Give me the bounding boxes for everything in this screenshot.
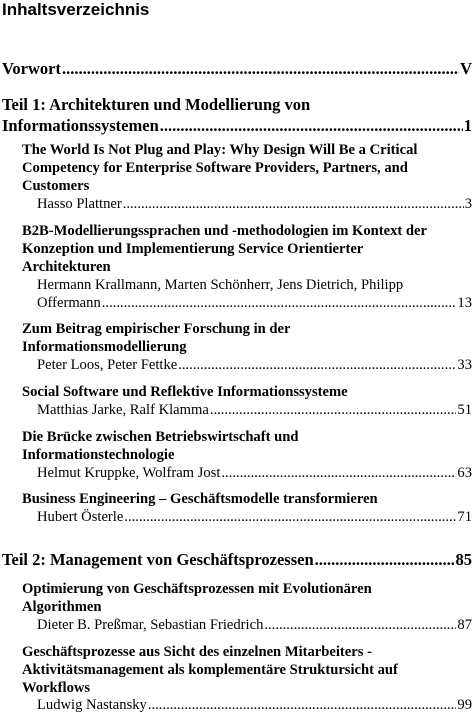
paper-title: Aktivitätsmanagement als komplementäre Struktursicht auf bbox=[22, 662, 398, 678]
page-number: 85 bbox=[455, 550, 472, 569]
toc-entry-paper[interactable] bbox=[37, 356, 472, 374]
page-number: 99 bbox=[457, 697, 472, 713]
dot-leader bbox=[220, 464, 456, 482]
paper-title: Informationsmodellierung bbox=[22, 339, 187, 355]
dot-leader bbox=[314, 549, 455, 570]
dot-leader bbox=[177, 356, 456, 374]
page-number: 33 bbox=[457, 357, 472, 373]
entry-title: Vorwort bbox=[2, 59, 61, 78]
paper-authors: Ludwig Nastansky bbox=[37, 697, 147, 713]
dot-leader bbox=[61, 58, 459, 79]
page-number: 71 bbox=[457, 509, 472, 525]
paper-authors: Hubert Österle bbox=[37, 509, 124, 525]
paper-title: Die Brücke zwischen Betriebswirtschaft und bbox=[22, 429, 299, 445]
paper-authors: Hermann Krallmann, Marten Schönherr, Jens Dietrich, Philipp bbox=[37, 277, 404, 293]
page-number: 1 bbox=[463, 116, 472, 135]
page-title: Inhaltsverzeichnis bbox=[2, 0, 150, 19]
entry-title: Informationssystemen bbox=[2, 116, 159, 135]
paper-title: Competency for Enterprise Software Providers, Partners, and bbox=[22, 160, 408, 176]
paper-title: Zum Beitrag empirischer Forschung in der bbox=[22, 321, 291, 337]
paper-title: Geschäftsprozesse aus Sicht des einzelnen Mitarbeiters - bbox=[22, 644, 372, 660]
page-number: V bbox=[460, 59, 472, 78]
dot-leader bbox=[263, 616, 456, 634]
paper-authors: Peter Loos, Peter Fettke bbox=[37, 357, 178, 373]
paper-title: Workflows bbox=[22, 680, 91, 696]
paper-title: Architekturen bbox=[22, 259, 111, 275]
toc-entry-paper[interactable] bbox=[37, 401, 472, 419]
page-number: 87 bbox=[457, 617, 472, 633]
toc-entry-paper[interactable] bbox=[37, 464, 472, 482]
dot-leader bbox=[123, 508, 456, 526]
paper-authors: Offermann bbox=[37, 295, 101, 311]
dot-leader bbox=[159, 115, 463, 136]
toc-entry-paper[interactable] bbox=[37, 696, 472, 714]
page-number: 63 bbox=[457, 465, 472, 481]
paper-authors: Dieter B. Preßmar, Sebastian Friedrich bbox=[37, 617, 264, 633]
paper-title: Optimierung von Geschäftsprozessen mit Evolutionären bbox=[22, 581, 372, 597]
page-number: 13 bbox=[457, 295, 472, 311]
dot-leader bbox=[101, 294, 457, 312]
paper-title: The World Is Not Plug and Play: Why Design Will Be a Critical bbox=[22, 142, 418, 158]
toc-entry-paper[interactable] bbox=[37, 616, 472, 634]
toc-entry-paper[interactable] bbox=[37, 195, 472, 213]
paper-title: Konzeption und Implementierung Service Orientierter bbox=[22, 241, 364, 257]
page-number: 3 bbox=[464, 196, 472, 212]
toc-entry-teil2[interactable] bbox=[2, 549, 472, 570]
paper-authors: Helmut Kruppke, Wolfram Jost bbox=[37, 465, 221, 481]
paper-authors: Matthias Jarke, Ralf Klamma bbox=[37, 402, 209, 418]
paper-title: Customers bbox=[22, 178, 90, 194]
page-number: 51 bbox=[457, 402, 472, 418]
toc-entry-paper[interactable] bbox=[37, 294, 472, 312]
paper-title: Business Engineering – Geschäftsmodelle transformieren bbox=[22, 491, 378, 507]
paper-authors: Hasso Plattner bbox=[37, 196, 122, 212]
dot-leader bbox=[209, 401, 457, 419]
toc-entry-teil1[interactable] bbox=[2, 115, 472, 136]
toc-entry-paper[interactable] bbox=[37, 508, 472, 526]
part-heading: Teil 1: Architekturen und Modellierung von bbox=[2, 95, 311, 114]
paper-title: Informationstechnologie bbox=[22, 447, 175, 463]
paper-title: Algorithmen bbox=[22, 599, 102, 615]
dot-leader bbox=[122, 195, 464, 213]
entry-title: Teil 2: Management von Geschäftsprozessen bbox=[2, 550, 314, 569]
dot-leader bbox=[147, 696, 457, 714]
paper-title: B2B-Modellierungssprachen und -methodologien im Kontext der bbox=[22, 223, 427, 239]
toc-entry-vorwort[interactable] bbox=[2, 58, 472, 79]
paper-title: Social Software und Reflektive Informationssysteme bbox=[22, 384, 348, 400]
